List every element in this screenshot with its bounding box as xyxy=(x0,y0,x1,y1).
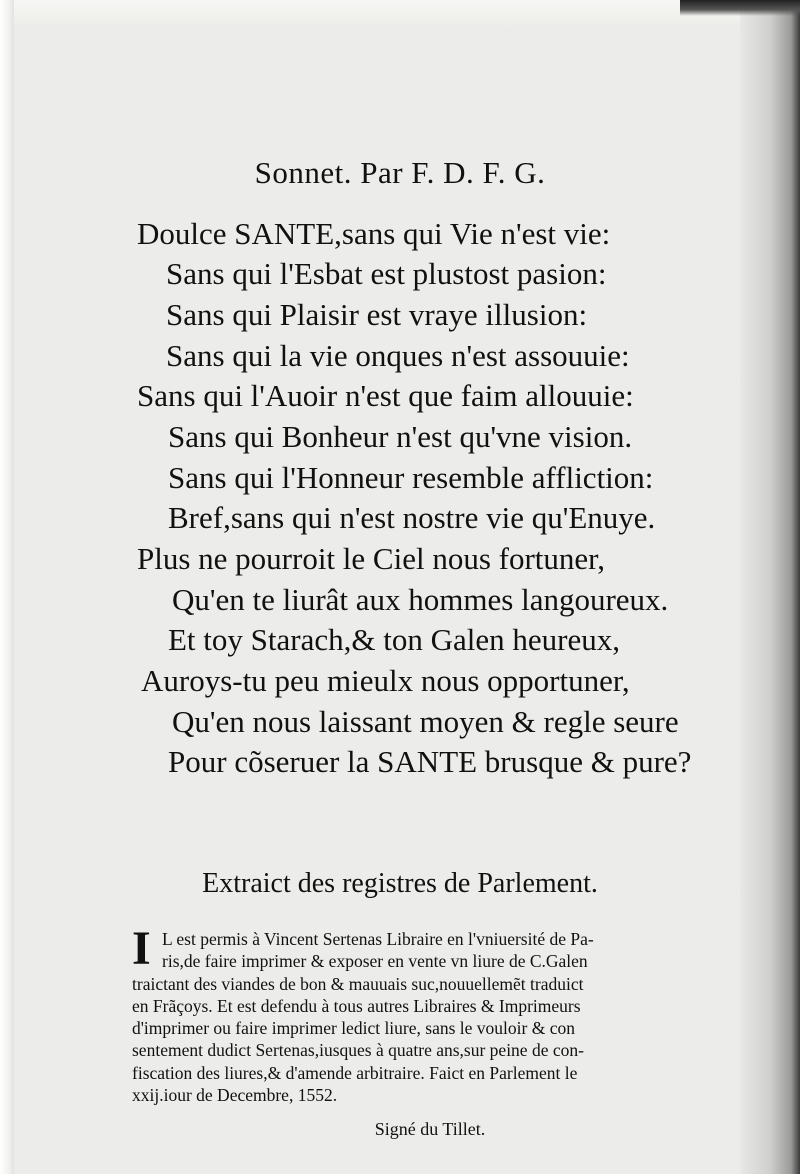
poem-line: Plus ne pourroit le Ciel nous fortuner, xyxy=(137,541,605,576)
poem-line: Qu'en nous laissant moyen & regle seure xyxy=(172,704,679,739)
drop-cap: I xyxy=(132,922,151,975)
poem-line: Doulce SANTE,sans qui Vie n'est vie: xyxy=(137,216,611,251)
poem-line: Sans qui l'Honneur resemble affliction: xyxy=(168,460,654,495)
poem-line: Bref,sans qui n'est nostre vie qu'Enuye. xyxy=(168,500,656,535)
privilege-line: ris,de faire imprimer & exposer en vente vn liure de C.Galen xyxy=(162,951,588,972)
poem-line: Sans qui Plaisir est vraye illusion: xyxy=(166,297,588,332)
poem-line: Sans qui l'Esbat est plustost pasion: xyxy=(166,256,607,291)
poem-line: Auroys-tu peu mieulx nous opportuner, xyxy=(141,663,630,698)
privilege-text xyxy=(132,922,712,1106)
privilege-line: en Frãçoys. Et est defendu à tous autres Libraires & Imprimeurs xyxy=(132,995,581,1016)
poem-line: Et toy Starach,& ton Galen heureux, xyxy=(168,622,620,657)
poem-line: Sans qui Bonheur n'est qu'vne vision. xyxy=(168,419,633,454)
page-corner-shadow xyxy=(680,0,800,16)
signature-line: Signé du Tillet. xyxy=(374,1119,486,1139)
privilege-line: xxij.iour de Decembre, 1552. xyxy=(132,1085,338,1106)
privilege-line: d'imprimer ou faire imprimer ledict liure, sans le vouloir & con xyxy=(132,1018,575,1039)
privilege-line: L est permis à Vincent Sertenas Libraire en l'vniuersité de Pa- xyxy=(162,929,594,949)
sonnet-title: Sonnet. Par F. D. F. G. xyxy=(254,155,546,190)
poem-line: Sans qui l'Auoir n'est que faim allouuie: xyxy=(137,378,634,413)
poem-line: Sans qui la vie onques n'est assouuie: xyxy=(166,338,630,373)
poem-line: Pour cõseruer la SANTE brusque & pure? xyxy=(168,744,692,779)
privilege-line: traictant des viandes de bon & mauuais suc,nouuellemẽt traduict xyxy=(132,973,584,994)
privilege-line: sentement dudict Sertenas,iusques à quatre ans,sur peine de con- xyxy=(132,1040,584,1061)
privilege-title: Extraict des registres de Parlement. xyxy=(202,868,598,899)
poem-line: Qu'en te liurât aux hommes langoureux. xyxy=(172,582,669,617)
privilege-line: fiscation des liures,& d'amende arbitraire. Faict en Parlement le xyxy=(132,1062,578,1083)
